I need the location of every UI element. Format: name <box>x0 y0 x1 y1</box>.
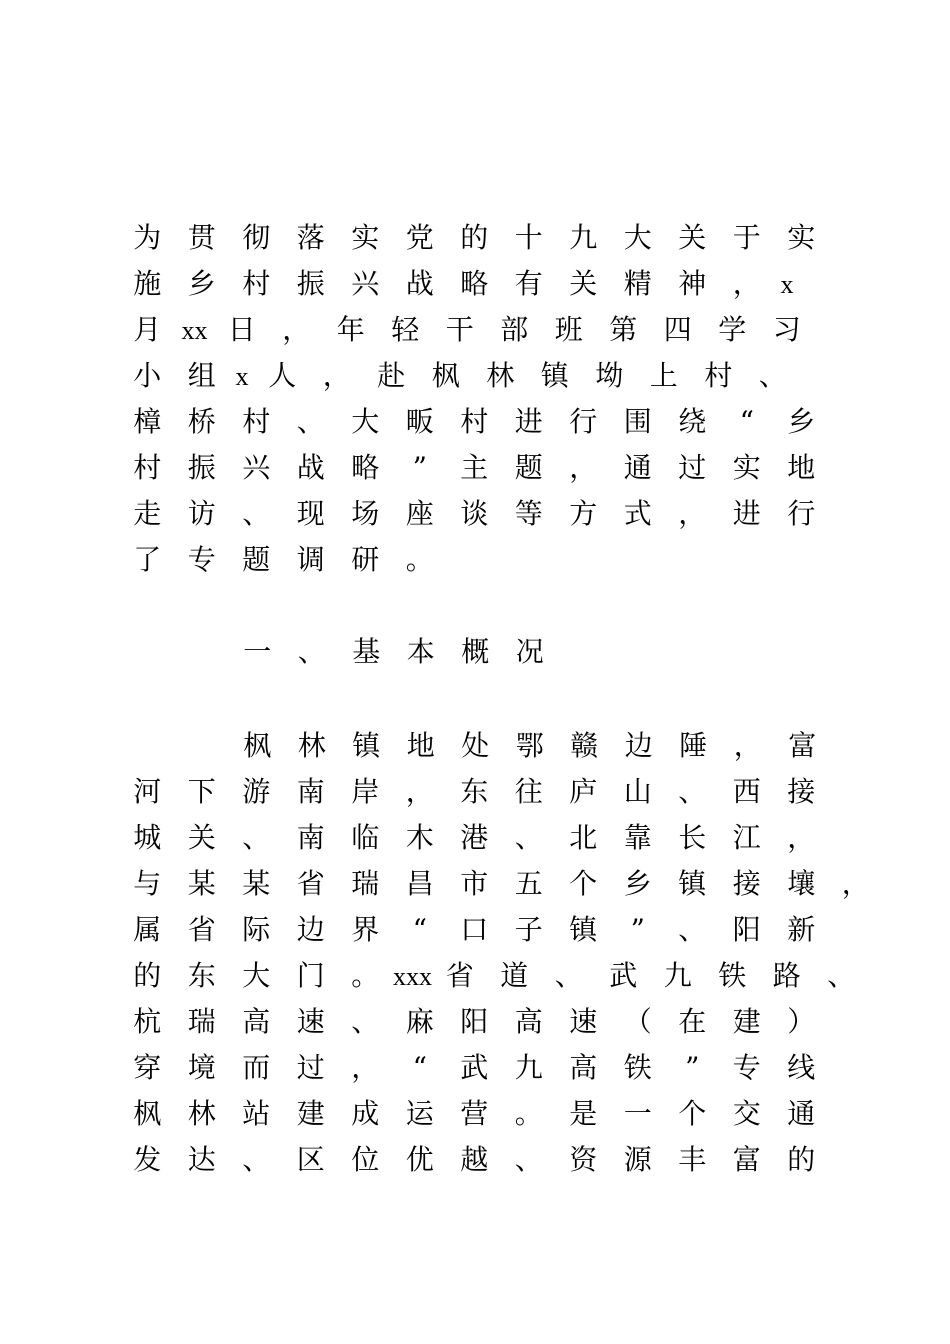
body-line-10: 发 达 、 区 位 优 越 、 资 源 丰 富 的 <box>133 1143 816 1176</box>
body-line-6: 的 东 大 门 。 xxx 省 道 、 武 九 铁 路 、 <box>133 959 856 992</box>
body-line-4: 与 某 某 省 瑞 昌 市 五 个 乡 镇 接 壤 ， <box>133 867 870 900</box>
intro-line-3: 月 xx 日 ， 年 轻 干 部 班 第 四 学 习 <box>133 313 801 346</box>
intro-line-2: 施 乡 村 振 兴 战 略 有 关 精 神 ， x <box>133 267 794 300</box>
body-line-3: 城 关 、 南 临 木 港 、 北 靠 长 江 ， <box>133 821 816 854</box>
intro-line-6: 村 振 兴 战 略 ” 主 题 ， 通 过 实 地 <box>133 451 816 484</box>
intro-line-4: 小 组 x 人 ， 赴 枫 林 镇 坳 上 村 、 <box>133 359 787 392</box>
intro-line-8: 了 专 题 调 研 。 <box>133 543 434 576</box>
intro-line-1: 为 贯 彻 落 实 党 的 十 九 大 关 于 实 <box>133 221 816 254</box>
intro-line-5: 樟 桥 村 、 大 畈 村 进 行 围 绕 “ 乡 <box>133 405 816 438</box>
body-line-9: 枫 林 站 建 成 运 营 。 是 一 个 交 通 <box>133 1097 816 1130</box>
intro-line-7: 走 访 、 现 场 座 谈 等 方 式 ， 进 行 <box>133 497 816 530</box>
body-line-2: 河 下 游 南 岸 ， 东 往 庐 山 、 西 接 <box>133 775 816 808</box>
body-line-8: 穿 境 而 过 ， “ 武 九 高 铁 ” 专 线 <box>133 1051 816 1084</box>
body-line-7: 杭 瑞 高 速 、 麻 阳 高 速 （ 在 建 ） <box>133 1005 816 1038</box>
body-line-5: 属 省 际 边 界 “ 口 子 镇 ” 、 阳 新 <box>133 913 816 946</box>
section-heading: 一 、 基 本 概 况 <box>243 635 544 668</box>
body-line-1: 枫 林 镇 地 处 鄂 赣 边 陲 ， 富 <box>243 729 817 762</box>
